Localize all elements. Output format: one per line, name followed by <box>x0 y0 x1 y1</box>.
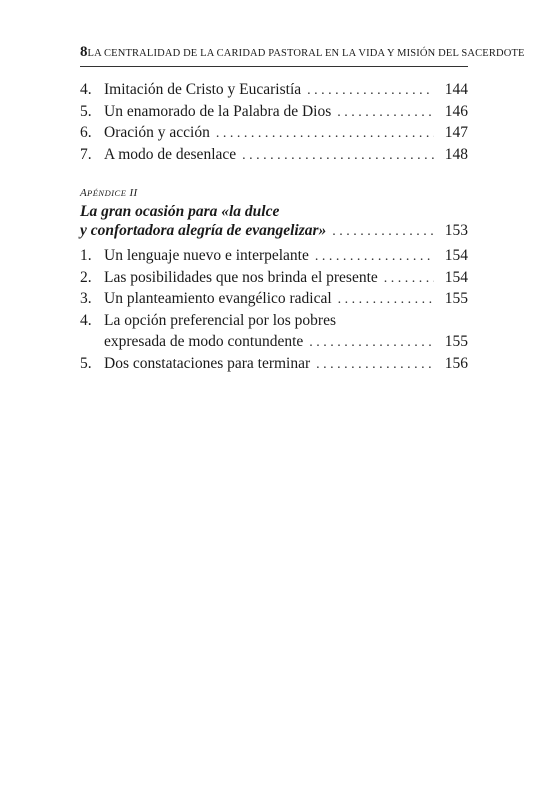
toc-entry-number: 1. <box>80 247 92 264</box>
toc-entry-page: 147 <box>444 124 468 141</box>
appendix-label-number: II <box>129 187 138 199</box>
dot-leader <box>316 354 434 376</box>
toc-entry <box>80 144 468 166</box>
appendix-title-line-2: y confortadora alegría de evangelizar» <box>80 222 327 239</box>
dot-leader <box>242 145 434 167</box>
toc-entry-title: Imitación de Cristo y Eucaristía <box>104 81 302 98</box>
toc-entry <box>80 353 468 375</box>
toc-entry-title: Dos constataciones para terminar <box>104 354 311 372</box>
toc-entry-title: Las posibilidades que nos brinda el presente <box>104 268 378 286</box>
toc-entry-number: 2. <box>80 268 92 286</box>
toc-entry-title-line-2: expresada de modo contundente <box>104 333 304 350</box>
dot-leader <box>337 102 434 124</box>
toc-entry-page: 154 <box>444 247 468 264</box>
appendix-title-line-1: La gran ocasión para «la dulce <box>80 203 280 220</box>
toc-entry <box>80 122 468 144</box>
toc-section-continued <box>80 79 468 165</box>
toc-entry <box>80 79 468 101</box>
toc-entry-number: 3. <box>80 290 92 307</box>
toc-entry <box>80 101 468 123</box>
dot-leader <box>315 246 434 268</box>
toc-entry-page: 148 <box>444 145 468 163</box>
appendix-label-initial: A <box>80 187 88 199</box>
dot-leader <box>338 289 434 311</box>
toc-entry <box>80 245 468 267</box>
dot-leader <box>309 332 434 354</box>
dot-leader <box>332 222 434 241</box>
toc-entry-page: 146 <box>444 102 468 120</box>
toc-entry-number: 7. <box>80 145 92 163</box>
toc-entry-title-line-1: La opción preferencial por los pobres <box>104 311 336 329</box>
running-title: LA CENTRALIDAD DE LA CARIDAD PASTORAL EN LA VIDA Y MISIÓN DEL SACERDOTE <box>87 48 525 59</box>
toc-entry-number: 4. <box>80 311 92 329</box>
dot-leader <box>307 80 434 102</box>
toc-entry-title: Un lenguaje nuevo e interpelante <box>104 247 309 264</box>
toc-entry-title: Un planteamiento evangélico radical <box>104 290 332 307</box>
dot-leader <box>384 268 434 290</box>
toc-entry <box>80 267 468 289</box>
toc-entry-page: 155 <box>444 290 468 307</box>
toc-entry-page: 156 <box>444 354 468 372</box>
toc-section-appendix <box>80 185 468 374</box>
appendix-title-page: 153 <box>444 222 468 239</box>
toc-entry-title: A modo de desenlace <box>104 145 237 163</box>
toc-entry-page: 155 <box>444 333 468 350</box>
appendix-label-smallcaps: PÉNDICE <box>87 188 127 198</box>
running-head <box>80 44 525 61</box>
toc-entry-page: 154 <box>444 268 468 286</box>
toc-entry-number: 6. <box>80 124 92 141</box>
toc-entry-number: 5. <box>80 102 92 120</box>
toc-entry-number: 4. <box>80 81 92 98</box>
toc-entry-title: Un enamorado de la Palabra de Dios <box>104 102 332 120</box>
header-rule <box>80 66 468 67</box>
page-number: 8 <box>80 44 88 60</box>
toc-entry-page: 144 <box>444 81 468 98</box>
dot-leader <box>216 123 434 145</box>
toc-entry <box>80 288 468 310</box>
toc-entry <box>80 310 468 353</box>
appendix-label <box>80 185 468 202</box>
appendix-title <box>80 202 468 240</box>
toc-entry-title: Oración y acción <box>104 124 210 141</box>
toc-entry-number: 5. <box>80 354 92 372</box>
